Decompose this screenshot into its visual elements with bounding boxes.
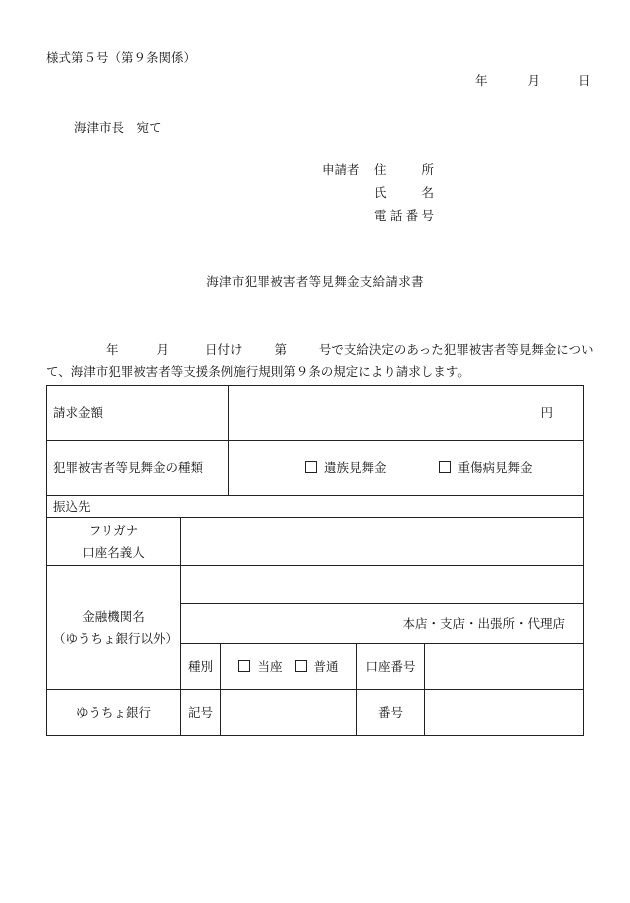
yucho-label: ゆうちょ銀行	[47, 690, 181, 736]
account-type-1-label: 当座	[257, 659, 283, 675]
body-line-1	[46, 344, 594, 357]
body-number-prefix: 第	[274, 342, 287, 357]
amount-field[interactable]	[229, 386, 584, 441]
type-row	[47, 441, 584, 496]
applicant-name-row	[322, 187, 434, 200]
body-line-2: て、海津市犯罪被害者等支援条例施行規則第９条の規定により請求します。	[46, 364, 470, 379]
body-month: 月	[156, 342, 169, 357]
applicant-label: 申請者	[322, 162, 360, 177]
holder-label: 口座名義人	[82, 544, 145, 560]
account-type-2-checkbox[interactable]	[295, 660, 307, 672]
form-number: 様式第５号（第９条関係）	[46, 50, 197, 65]
claim-form-table	[46, 385, 584, 736]
addressee: 海津市長 宛て	[74, 120, 162, 135]
holder-field[interactable]	[181, 518, 584, 566]
number-field[interactable]	[425, 690, 584, 736]
holder-label-cell	[47, 518, 181, 566]
symbol-label: 記号	[181, 690, 221, 736]
symbol-field[interactable]	[221, 690, 357, 736]
date-month: 月	[527, 73, 540, 88]
number-label: 番号	[357, 690, 425, 736]
document-title: 海津市犯罪被害者等見舞金支給請求書	[206, 274, 424, 289]
transfer-row	[47, 496, 584, 518]
account-number-field[interactable]	[425, 644, 584, 690]
type-option-1-label: 遺族見舞金	[324, 460, 387, 476]
account-type-options	[221, 644, 357, 690]
bank-name-row	[47, 566, 584, 604]
bank-label: 金融機関名	[82, 608, 145, 624]
bank-label-cell	[47, 566, 181, 690]
bank-name-field[interactable]	[181, 566, 584, 604]
phone-label: 電話番号	[374, 208, 434, 223]
account-type-2-label: 普通	[313, 659, 339, 675]
holder-row	[47, 518, 584, 566]
body-year: 年	[105, 342, 119, 357]
amount-unit: 円	[540, 405, 554, 421]
branch-types: 本店・支店・出張所・代理店	[181, 604, 584, 644]
account-type-1-checkbox[interactable]	[238, 660, 250, 672]
furigana-label: フリガナ	[88, 522, 139, 538]
date-line	[475, 75, 590, 88]
name-label: 氏名	[374, 185, 434, 200]
type-label: 犯罪被害者等見舞金の種類	[47, 441, 229, 496]
amount-row	[47, 386, 584, 441]
address-label: 住所	[374, 162, 434, 177]
applicant-phone-row	[322, 210, 434, 223]
body-day-suffix: 日付け	[204, 342, 243, 357]
account-number-label: 口座番号	[357, 644, 425, 690]
account-type-label: 種別	[181, 644, 221, 690]
type-option-2-label: 重傷病見舞金	[457, 460, 533, 476]
date-day: 日	[577, 73, 591, 88]
amount-label: 請求金額	[47, 386, 229, 441]
yucho-row	[47, 690, 584, 736]
type-options	[229, 441, 584, 496]
applicant-address-row	[322, 164, 434, 177]
date-year: 年	[475, 73, 488, 88]
type-option-1-checkbox[interactable]	[305, 461, 317, 473]
bank-note: （ゆうちょ銀行以外）	[53, 630, 179, 646]
body-line1-rest: 号で支給決定のあった犯罪被害者等見舞金につい	[318, 342, 594, 357]
transfer-label: 振込先	[47, 496, 584, 518]
type-option-2-checkbox[interactable]	[439, 461, 451, 473]
